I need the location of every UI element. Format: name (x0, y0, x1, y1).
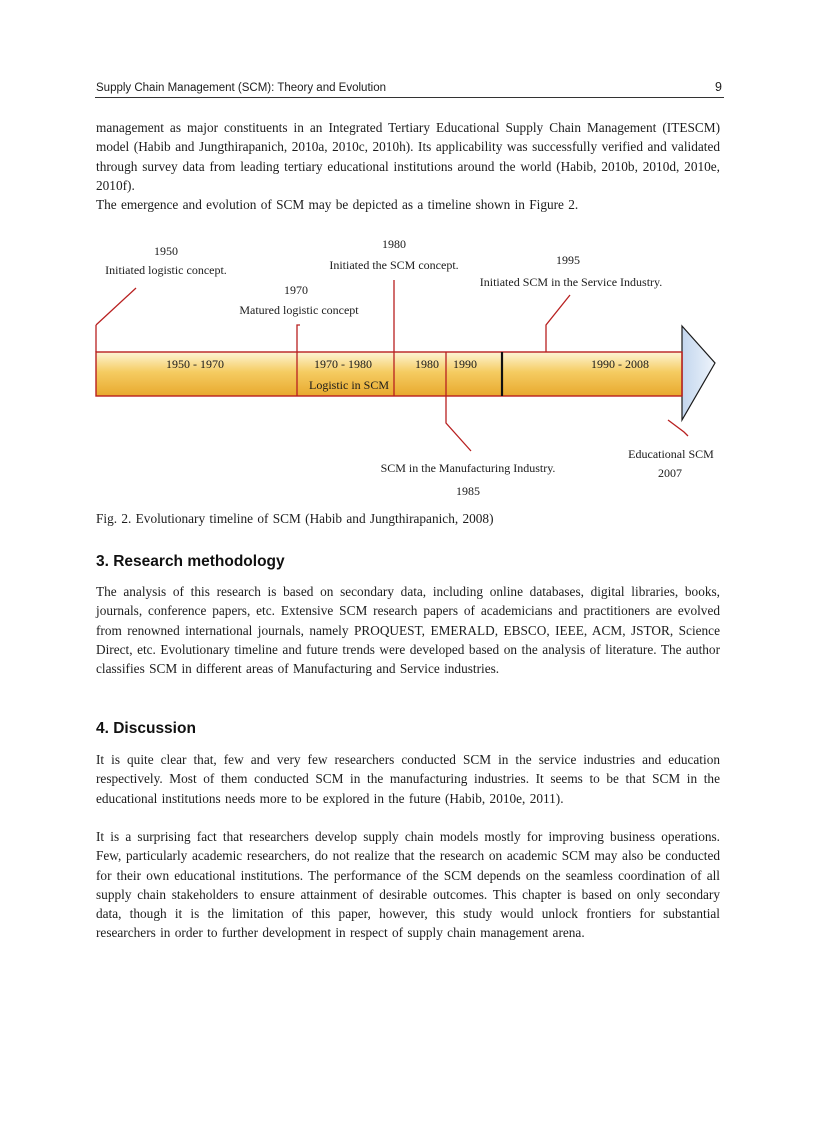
callout-line-1950 (96, 288, 136, 325)
event-label-2007: Educational SCM (628, 447, 714, 461)
running-title: Supply Chain Management (SCM): Theory and Evolution (96, 82, 386, 94)
callout-line-1995 (546, 295, 570, 352)
event-year-2007: 2007 (658, 466, 682, 480)
section3-paragraph: The analysis of this research is based on secondary data, including online databases, digital libraries, books, journals, conference papers, etc. Extensive SCM research papers of academicians and practitioners are evolved from renowned international journals, namely PROQUEST, EMERALD, EBSCO, IEEE, ACM, JSTOR, Science Direct, etc. Evolutionary timeline and future trends were developed based on the analysis of literature. The author classifies SCM in different areas of Manufacturing and Service industries. (96, 584, 720, 677)
event-year-1995: 1995 (556, 253, 580, 267)
figure-caption: Fig. 2. Evolutionary timeline of SCM (Habib and Jungthirapanich, 2008) (96, 511, 494, 526)
event-year-1985: 1985 (456, 484, 480, 498)
event-label-1950: Initiated logistic concept. (105, 263, 227, 277)
section4-paragraph-2: It is a surprising fact that researchers develop supply chain models mostly for improving business operations. Few, particularly academic researchers, do not realize that the research on academic SCM may also be conducted for their own educational institutions. The performance of the SCM depends on the seamless coordination of all supply chain stakeholders to ensure attainment of desirable outcomes. This chapter is based on only secondary data, though it is the limitation of this paper, however, this study would unlock frontiers for substantial researchers in order to further development in respect of supply chain management arena. (96, 829, 720, 941)
event-label-1970: Matured logistic concept (239, 303, 359, 317)
running-header (95, 80, 724, 98)
intro-figure-reference: The emergence and evolution of SCM may be depicted as a timeline shown in Figure 2. (96, 197, 579, 212)
event-year-1980: 1980 (382, 237, 406, 251)
segment-label-1950-1970: 1950 - 1970 (166, 357, 224, 371)
event-year-1950: 1950 (154, 244, 178, 258)
segment-label-1980: 1980 (415, 357, 439, 371)
event-year-1970: 1970 (284, 283, 308, 297)
intro-paragraph: management as major constituents in an Integrated Tertiary Educational Supply Chain Management (ITESCM) model (Habib and Jungthirapanich, 2010a, 2010c, 2010h). Its applicability was successfully verified and validated through survey data from leading tertiary educational institutions around the world (Habib, 2010b, 2010d, 2010e, 2010f). (96, 120, 720, 193)
callout-line-2007 (668, 420, 688, 436)
segment-label-1990-2008: 1990 - 2008 (591, 357, 649, 371)
section-heading-discussion: 4. Discussion (96, 720, 196, 737)
segment-sublabel-logistic-in-scm: Logistic in SCM (308, 378, 390, 392)
timeline-diagram (90, 228, 730, 503)
segment-label-1970-1980: 1970 - 1980 (314, 357, 372, 371)
callout-line-1970 (297, 325, 300, 352)
event-label-1980: Initiated the SCM concept. (329, 258, 459, 272)
section4-paragraph-1: It is quite clear that, few and very few researchers conducted SCM in the service industries and education respectively. Most of them conducted SCM in the manufacturing industries. It seems to be that SCM in the educational institutions needs more to be explored in the future (Habib, 2010e, 2011). (96, 752, 720, 806)
event-label-1995: Initiated SCM in the Service Industry. (479, 275, 663, 289)
event-label-1985: SCM in the Manufacturing Industry. (380, 461, 556, 475)
section-heading-research-methodology: 3. Research methodology (96, 553, 285, 570)
segment-label-1990: 1990 (453, 357, 477, 371)
figure-timeline (90, 228, 730, 503)
timeline-arrowhead (682, 326, 715, 420)
page-number: 9 (715, 80, 722, 94)
